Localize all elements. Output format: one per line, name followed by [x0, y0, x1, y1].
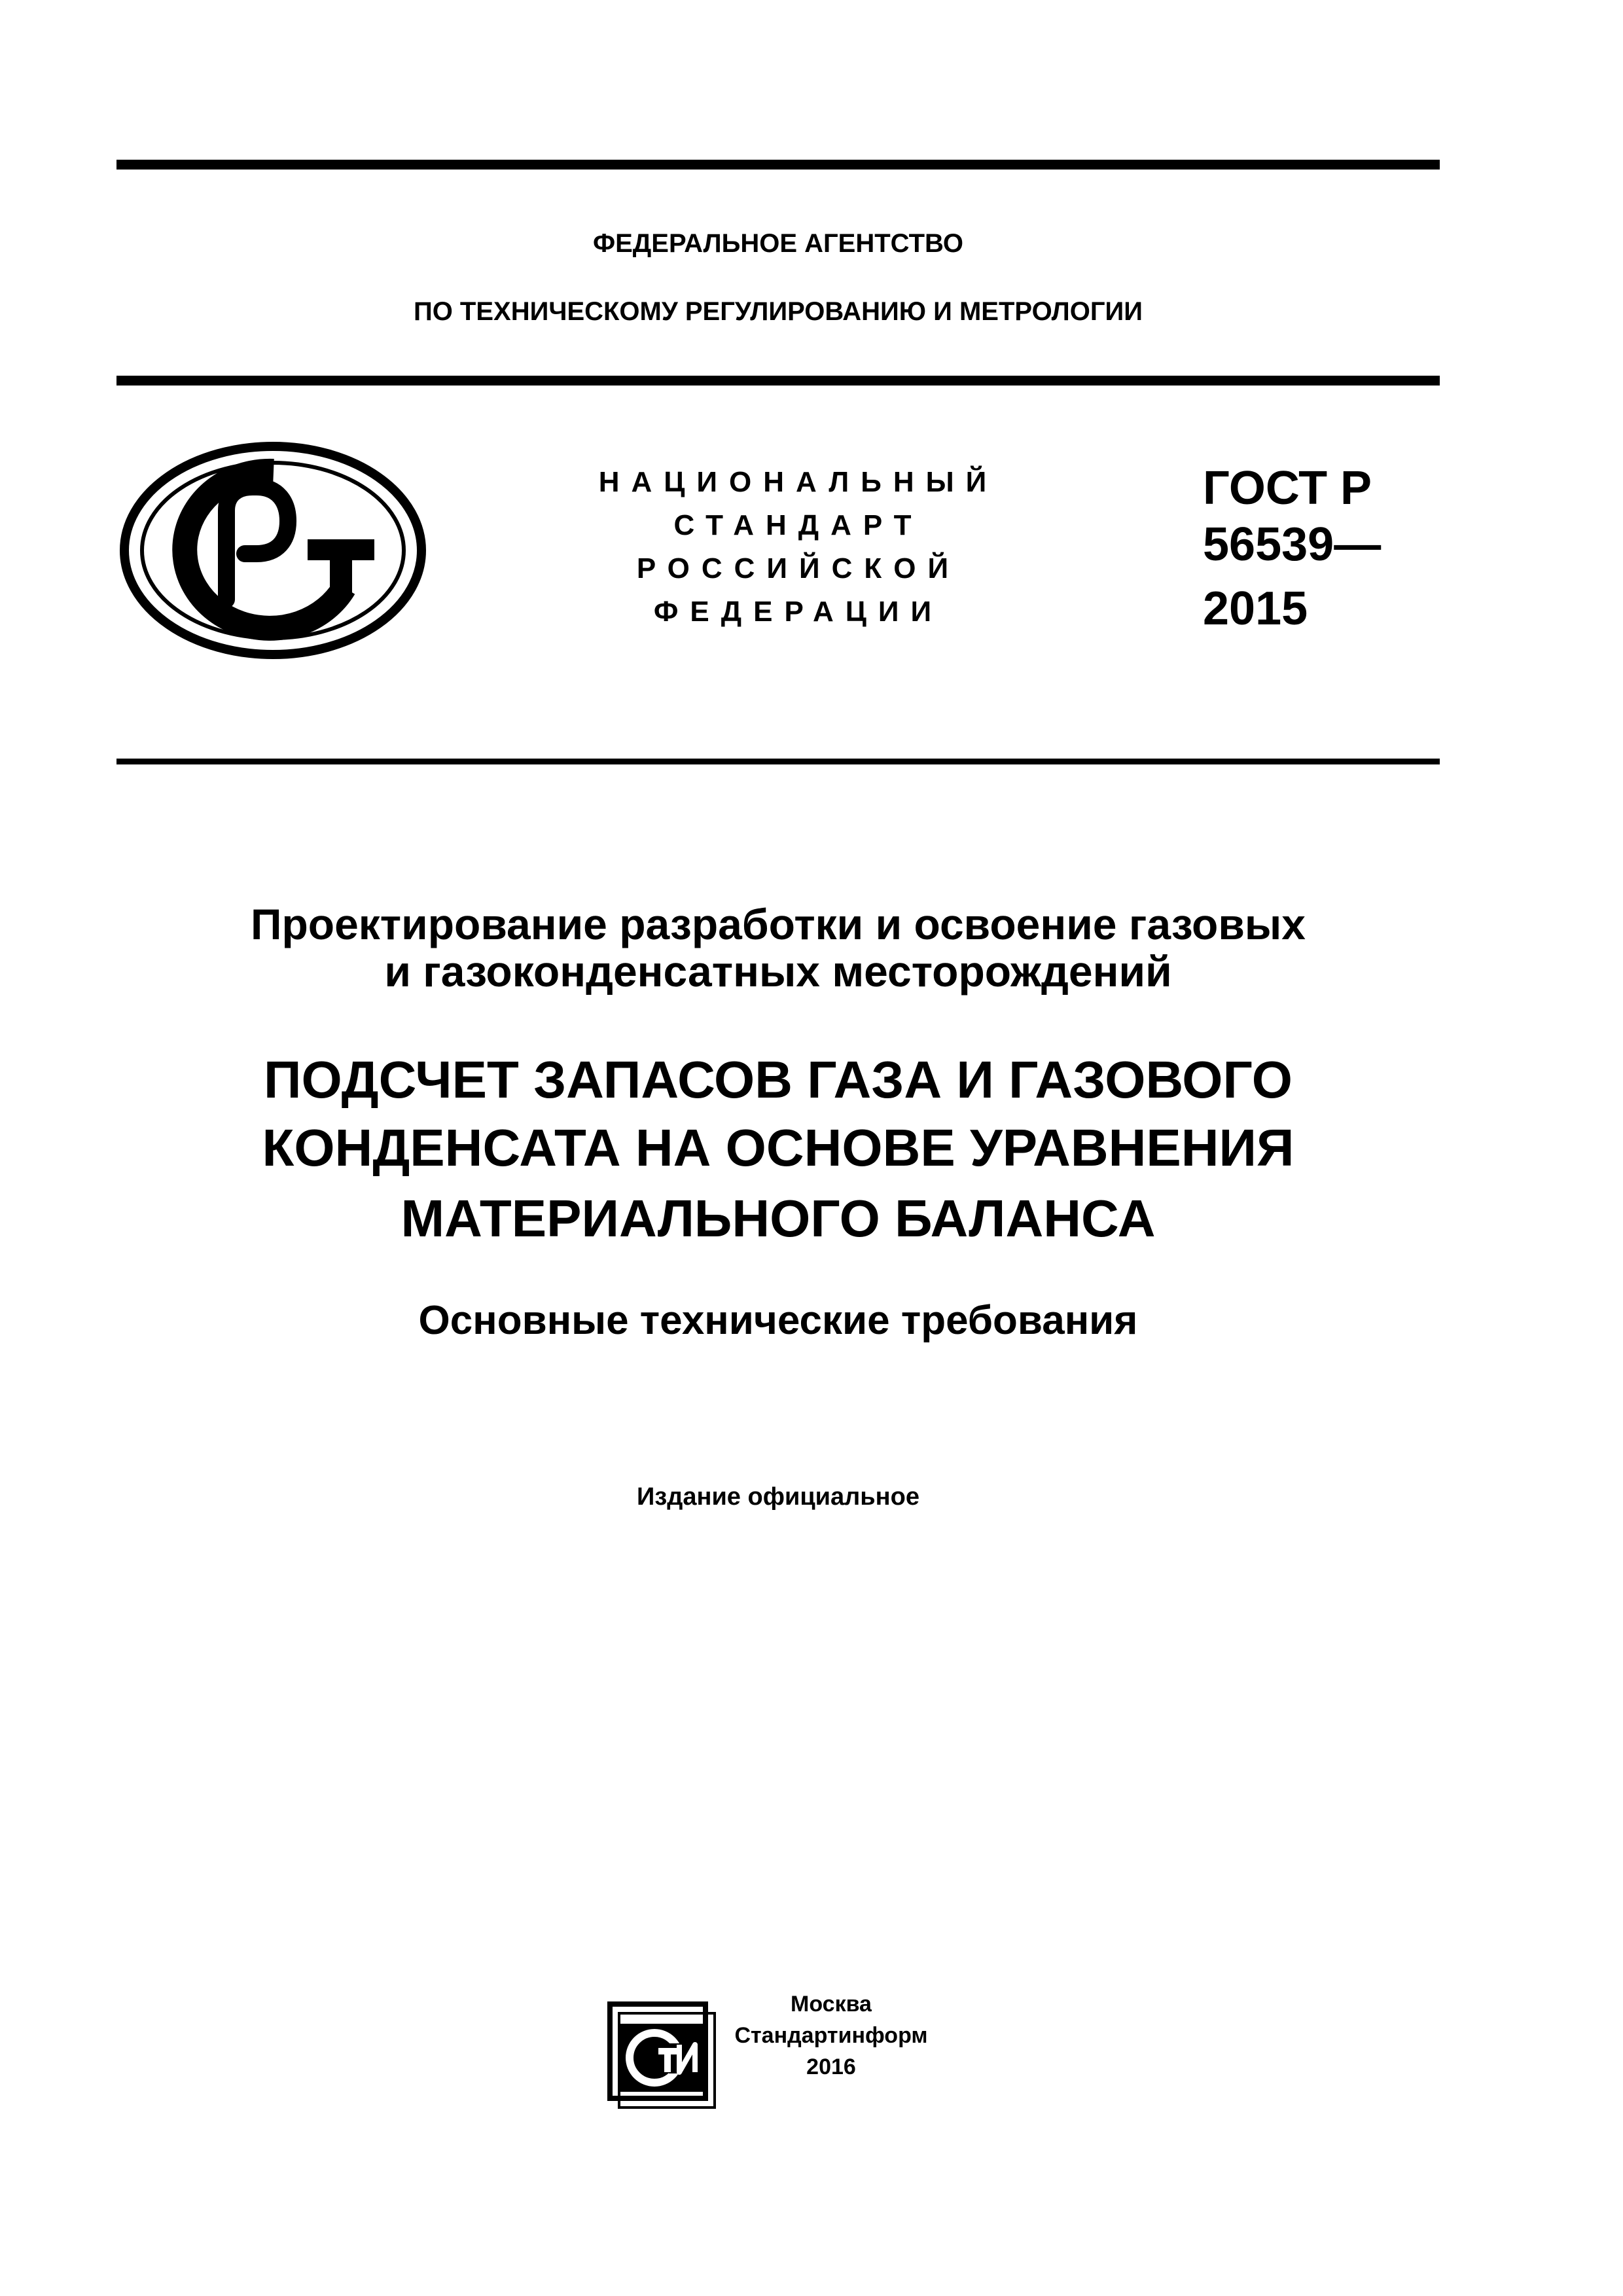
- top-rule: [116, 160, 1440, 170]
- gost-designation-line-2: 56539—: [1203, 518, 1382, 571]
- requirements-subtitle: Основные технические требования: [418, 1298, 1138, 1343]
- standartinform-logo-icon: [607, 2001, 717, 2110]
- header-rule: [116, 376, 1440, 386]
- subject-title-line-1: Проектирование разработки и освоение газовых: [251, 900, 1306, 948]
- standard-type-line-2: СТАНДАРТ: [673, 509, 923, 541]
- gost-designation-line-3: 2015: [1203, 583, 1308, 635]
- publisher-name: Стандартинформ: [734, 2023, 928, 2048]
- main-title-line-1: ПОДСЧЕТ ЗАПАСОВ ГАЗА И ГАЗОВОГО: [263, 1050, 1293, 1109]
- publisher-city: Москва: [791, 1992, 872, 2017]
- standard-type-line-1: НАЦИОНАЛЬНЫЙ: [598, 466, 999, 498]
- publisher-year: 2016: [806, 2054, 856, 2079]
- gost-designation-line-1: ГОСТ Р: [1203, 462, 1372, 514]
- agency-line-1: ФЕДЕРАЛЬНОЕ АГЕНТСТВО: [592, 229, 964, 258]
- edition-label: Издание официальное: [637, 1483, 919, 1511]
- subject-title-line-2: и газоконденсатных месторождений: [384, 947, 1172, 996]
- standard-type-line-4: ФЕДЕРАЦИИ: [653, 596, 944, 628]
- section-rule: [116, 759, 1440, 764]
- main-title-line-3: МАТЕРИАЛЬНОГО БАЛАНСА: [401, 1189, 1156, 1247]
- main-title-line-2: КОНДЕНСАТА НА ОСНОВЕ УРАВНЕНИЯ: [262, 1119, 1294, 1177]
- agency-line-2: ПО ТЕХНИЧЕСКОМУ РЕГУЛИРОВАНИЮ И МЕТРОЛОГИИ: [413, 297, 1143, 326]
- pc-certification-logo-icon: [116, 437, 429, 664]
- standard-type-line-3: РОССИЙСКОЙ: [636, 552, 961, 584]
